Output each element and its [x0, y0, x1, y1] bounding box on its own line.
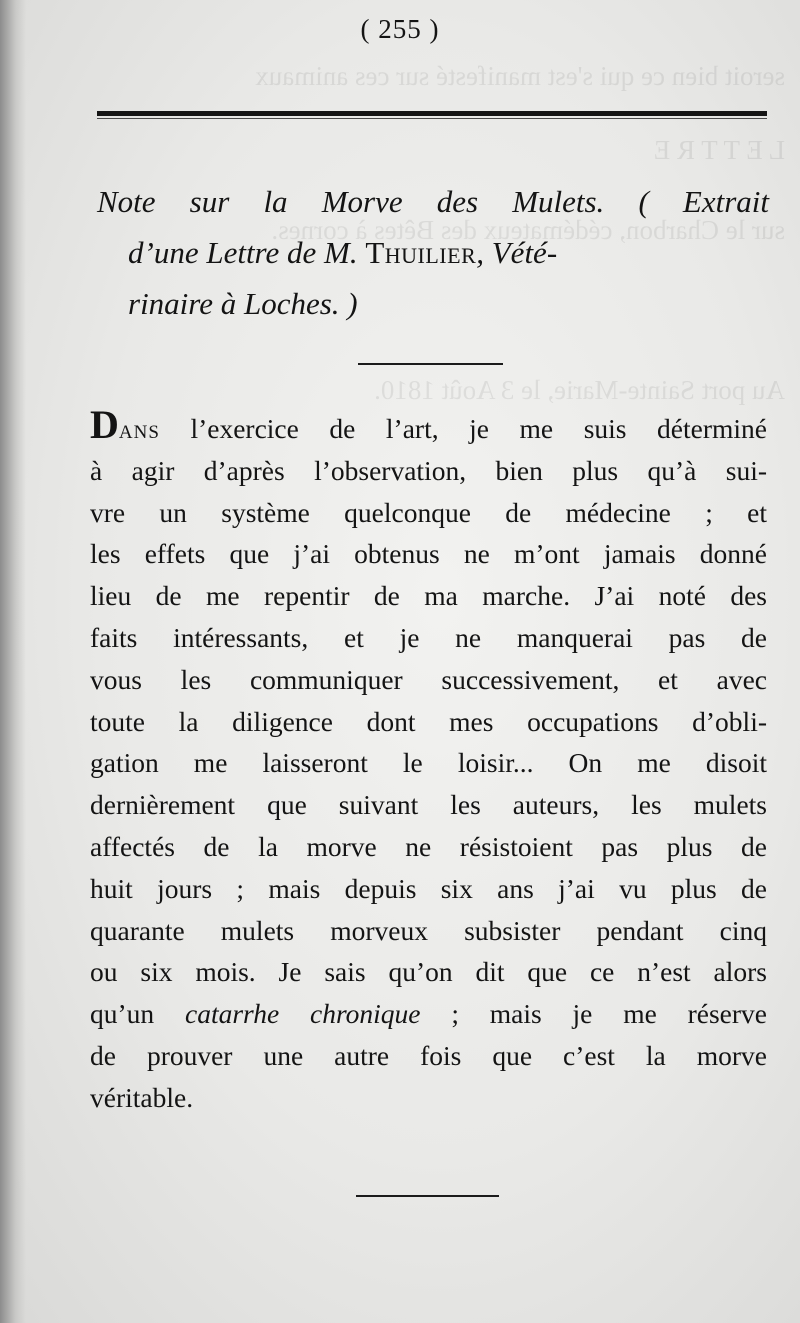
title-line-2-start: d’une Lettre de M. — [128, 235, 358, 270]
article-title — [97, 176, 769, 329]
body-line: faits intéressants, et je ne manquerai pas de — [90, 621, 767, 653]
show-through-text: sur le Charbon, cédémateux des Bêtes à cornes. — [271, 215, 785, 245]
body-line: vre un système quelconque de médecine ; et — [90, 496, 767, 528]
body-line — [90, 402, 767, 450]
body-line: gation me laisseront le loisir... On me disoit — [90, 747, 767, 779]
author-name: Thuilier — [365, 235, 477, 270]
show-through-text: seroit bien ce qui s'est manifesté sur ces animaux — [255, 61, 785, 91]
body-line: ou six mois. Je sais qu’on dit que ce n’est alors — [90, 956, 767, 988]
drop-cap: D — [90, 402, 119, 447]
body-line: les effets que j’ai obtenus ne m’ont jamais donné — [90, 538, 767, 570]
body-line: lieu de me repentir de ma marche. J’ai noté des — [90, 580, 767, 612]
body-line: affectés de la morve ne résistoient pas plus de — [90, 830, 767, 862]
body-line: à agir d’après l’observation, bien plus qu’à sui- — [90, 454, 767, 486]
title-line-1: Note sur la Morve des Mulets. ( Extrait — [97, 184, 769, 219]
body-line-15-end: ; mais je me réserve — [420, 998, 767, 1030]
body-line: toute la diligence dont mes occupations d’obli- — [90, 705, 767, 737]
body-line-1-text: l’exercice de l’art, je me suis déterminé — [159, 413, 767, 444]
section-divider — [358, 363, 503, 365]
body-line: véritable. — [90, 1081, 194, 1113]
end-rule — [356, 1195, 499, 1197]
header-rule — [97, 111, 767, 116]
letter-body — [90, 402, 767, 1119]
show-through-text: L E T T R E — [653, 135, 785, 165]
body-line-15-start: qu’un — [90, 998, 185, 1030]
body-line — [90, 993, 767, 1035]
body-line: dernièrement que suivant les auteurs, les mulets — [90, 789, 767, 821]
title-line-2-end: , Vété- — [476, 235, 558, 270]
first-word-rest: ans — [118, 413, 160, 444]
italic-term: catarrhe chronique — [184, 998, 421, 1030]
header-rule-thin — [97, 118, 767, 119]
title-line-3: rinaire à Loches. ) — [128, 286, 358, 321]
title-line-2 — [97, 227, 769, 278]
body-line: huit jours ; mais depuis six ans j’ai vu plus de — [90, 872, 767, 904]
body-line: de prouver une autre fois que c’est la morve — [90, 1039, 767, 1071]
show-through-text: Au port Sainte-Marie, le 3 Août 1810. — [374, 375, 785, 405]
page-number: ( 255 ) — [360, 14, 440, 44]
body-line: vous les communiquer successivement, et avec — [90, 663, 767, 695]
body-line: quarante mulets morveux subsister pendant cinq — [90, 914, 767, 946]
